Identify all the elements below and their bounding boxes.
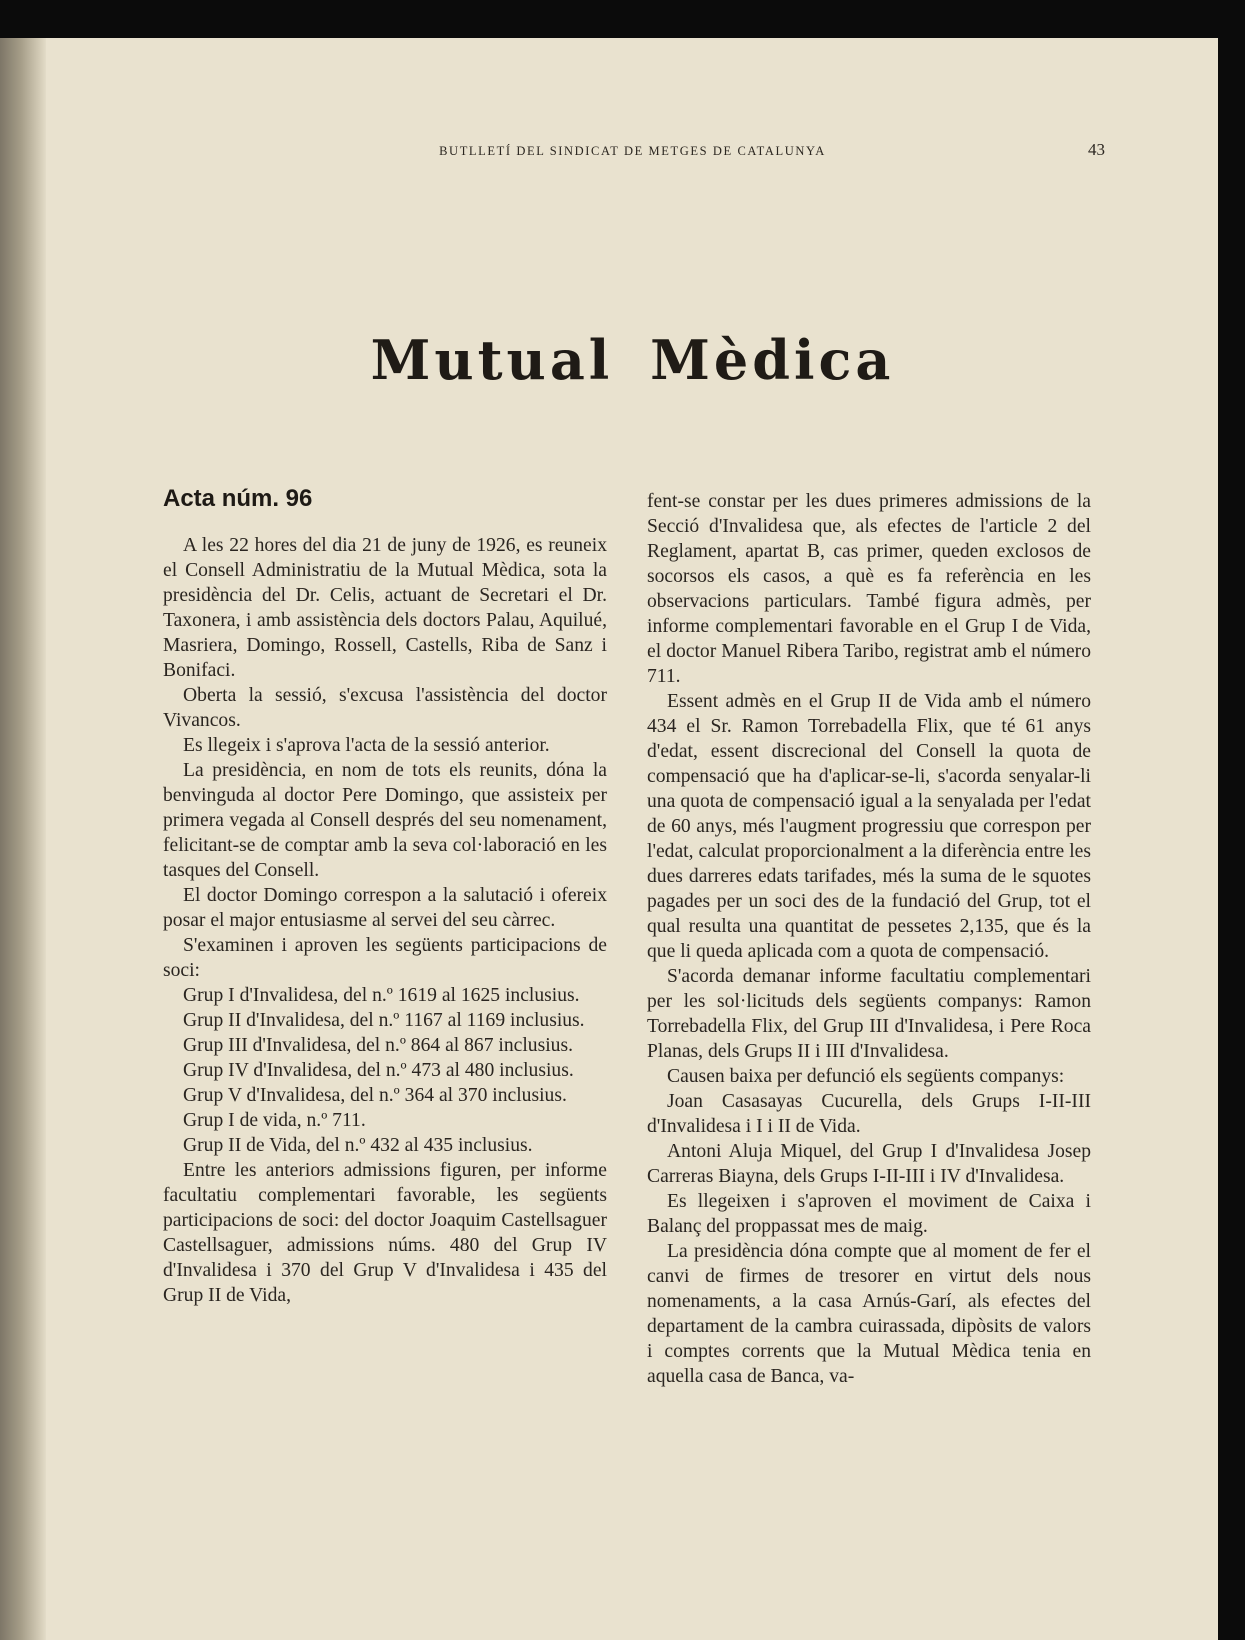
paragraph: Essent admès en el Grup II de Vida amb el número 434 el Sr. Ramon Torrebadella Flix, que té 61 anys d'edat, essent discrecional del Consell la quota de compensació que ha d'aplicar-se-li, s'acorda senyalar-li una quota de compensació igual a la senyalada per l'edat de 60 anys, més l'augment progressiu que correspon per l'edat, calculat proporcionalment a la diferència entre les dues darreres edats tarifades, més la suma de le squotes pagades per un soci des de la fundació del Grup, tot el qual resulta una quantitat de pessetes 2,135, que és la que li queda aplicada com a quota de compensació. (647, 691, 1091, 962)
paragraph: Oberta la sessió, s'excusa l'assistència del doctor Vivancos. (163, 685, 607, 731)
page-number: 43 (1088, 140, 1105, 159)
document-page (0, 38, 1218, 1640)
paragraph: Entre les anteriors admissions figuren, per informe facultatiu complementari favorable, les següents participacions de soci: del doctor Joaquim Castellsaguer Castellsaguer, admissions núms. 480 del Grup IV d'Invalidesa i 370 del Grup V d'Invalidesa i 435 del Grup II de Vida, (163, 1160, 607, 1306)
running-header (160, 140, 1105, 164)
list-item: Grup IV d'Invalidesa, del n.º 473 al 480 inclusius. (183, 1060, 574, 1081)
section-heading: Acta núm. 96 (163, 485, 313, 512)
paragraph: Causen baixa per defunció els següents companys: (667, 1066, 1065, 1087)
paragraph: La presidència dóna compte que al moment de fer el canvi de firmes de tresorer en virtut dels nous nomenaments, a la casa Arnús-Garí, als efectes del departament de la cambra cuirassada, dipòsits de valors i comptes corrents que la Mutual Mèdica tenia en aquella casa de Banca, va- (647, 1241, 1091, 1387)
list-item: Antoni Aluja Miquel, del Grup I d'Invalidesa Josep Carreras Biayna, dels Grups I-II-III i IV d'Invalidesa. (647, 1141, 1091, 1187)
list-item: Grup II de Vida, del n.º 432 al 435 inclusius. (183, 1135, 533, 1156)
list-item: Grup I d'Invalidesa, del n.º 1619 al 1625 inclusius. (183, 985, 580, 1006)
running-title: BUTLLETÍ DEL SINDICAT DE METGES DE CATALUNYA (439, 144, 826, 158)
list-item: Joan Casasayas Cucurella, dels Grups I-II-III d'Invalidesa i I i II de Vida. (647, 1091, 1091, 1137)
page-title: Mutual Mèdica (370, 328, 895, 392)
paragraph: S'acorda demanar informe facultatiu complementari per les sol·licituds dels següents companys: Ramon Torrebadella Flix, del Grup III d'Invalidesa, i Pere Roca Planas, dels Grups II i III d'Invalidesa. (647, 966, 1091, 1062)
page-spine-shadow (0, 38, 46, 1640)
paragraph: La presidència, en nom de tots els reunits, dóna la benvinguda al doctor Pere Domingo, que assisteix per primera vegada al Consell després del seu nomenament, felicitant-se de comptar amb la seva col·laboració en les tasques del Consell. (163, 760, 607, 881)
right-column (647, 489, 1091, 1389)
paragraph: A les 22 hores del dia 21 de juny de 1926, es reuneix el Consell Administratiu de la Mutual Mèdica, sota la presidència del Dr. Celis, actuant de Secretari el Dr. Taxonera, i amb assistència dels doctors Palau, Aquilué, Masriera, Domingo, Rossell, Castells, Riba de Sanz i Bonifaci. (163, 535, 607, 681)
paragraph: El doctor Domingo correspon a la salutació i ofereix posar el major entusiasme al servei del seu càrrec. (163, 885, 607, 931)
paragraph: Es llegeix i s'aprova l'acta de la sessió anterior. (183, 735, 550, 756)
list-item: Grup III d'Invalidesa, del n.º 864 al 867 inclusius. (183, 1035, 573, 1056)
paragraph-continued: fent-se constar per les dues primeres admissions de la Secció d'Invalidesa que, als efectes de l'article 2 del Reglament, apartat B, cas primer, queden exclosos de socorsos els casos, a què es fa referència en les observacions particulars. També figura admès, per informe complementari favorable en el Grup I de Vida, el doctor Manuel Ribera Taribo, registrat amb el número 711. (647, 491, 1091, 687)
list-item: Grup I de vida, n.º 711. (183, 1110, 366, 1131)
list-item: Grup V d'Invalidesa, del n.º 364 al 370 inclusius. (183, 1085, 567, 1106)
list-item: Grup II d'Invalidesa, del n.º 1167 al 1169 inclusius. (183, 1010, 585, 1031)
paragraph: S'examinen i aproven les següents participacions de soci: (163, 935, 607, 981)
paragraph: Es llegeixen i s'aproven el moviment de Caixa i Balanç del proppassat mes de maig. (647, 1191, 1091, 1237)
left-column (163, 484, 607, 1308)
